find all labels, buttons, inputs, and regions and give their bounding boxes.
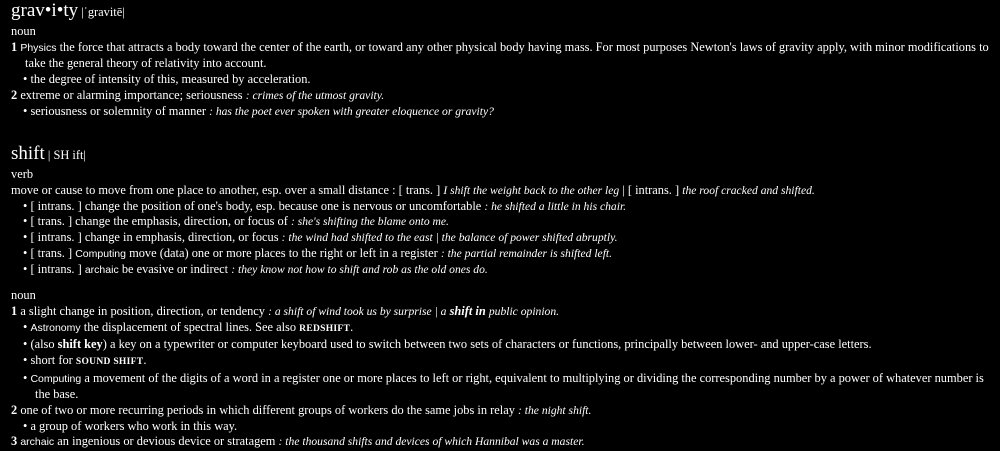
definition: move (data) one or more places to the right or left in a register [129,245,438,260]
verb-subsense [11,214,989,230]
verb-subsense [11,246,989,263]
bullet: • [23,262,28,277]
example: : she's shifting the blame onto me. [290,215,449,229]
sense-number: 1 [11,303,18,318]
subject-label: Computing [75,247,126,260]
bullet: • [23,245,28,260]
definition: ) a key on a typewriter or computer keyboard used to switch between two sets of characters or functions, principally between lower- and upper-case letters. [102,337,872,352]
bullet: • [23,418,28,433]
example: the roof cracked and shifted. [682,183,815,197]
grammar-label: | [ intrans. ] [622,182,680,197]
cross-reference[interactable]: REDSHIFT [299,323,351,334]
bullet: • [23,198,28,213]
definition: a slight change in position, direction, or tendency [20,303,265,318]
noun-sense-3 [11,434,989,451]
entry-shift [11,143,989,451]
subject-label: Computing [30,372,82,385]
example: : crimes of the utmost gravity. [245,88,385,102]
noun-subsense [11,371,989,403]
definition: be evasive or indirect [121,262,229,277]
sense-number: 3 [11,434,18,449]
definition: one of two or more recurring periods in which different groups of workers do the same jobs in relay [20,403,515,418]
definition: [ intrans. ] change in emphasis, direction, or focus [30,230,279,245]
bullet: • [23,103,28,118]
punctuation: . [350,319,354,334]
noun-subsense [11,419,989,435]
variant-form: shift key [57,337,103,352]
phrase: shift in [449,303,486,318]
definition: move or cause to move from one place to another, esp. over a small distance : [ trans. ] [11,182,441,197]
headword-line [11,0,989,23]
example: : the thousand shifts and devices of which Hannibal was a master. [278,435,585,449]
definition: [ trans. ] change the emphasis, direction, or focus of [30,214,288,229]
entry-separator [11,119,989,143]
grammar-label: [ trans. ] [30,245,73,260]
pronunciation: | SH ift| [47,148,86,163]
headword-line [11,143,989,166]
entry-gravity [11,0,989,119]
example: I shift the weight back to the other leg [443,183,620,197]
grammar-label: [ intrans. ] [30,262,82,277]
sense-1 [11,40,989,72]
example: : has the poet ever spoken with greater eloquence or gravity? [209,104,494,118]
definition: the displacement of spectral lines. See also [83,319,297,334]
subject-label: Astronomy [30,321,81,334]
bullet: • [23,214,28,229]
bullet: • [23,370,28,385]
example: : a shift of wind took us by surprise | a [268,304,447,318]
bullet: • [23,72,28,87]
definition: seriousness or solemnity of manner [30,103,206,118]
example: public opinion. [488,304,560,318]
subject-label: archaic [20,436,55,449]
bullet: • [23,230,28,245]
example: : the night shift. [518,404,592,418]
noun-sense-2 [11,403,989,419]
definition: [ intrans. ] change the position of one's body, esp. because one is nervous or uncomfortable [30,198,482,213]
definition: short for [30,352,73,367]
headword: grav•i•ty [11,0,79,21]
part-of-speech: noun [11,288,36,303]
sense-number: 2 [11,87,18,102]
example: : the wind had shifted to the east | the balance of power shifted abruptly. [281,231,618,245]
bullet: • [23,337,28,352]
part-of-speech: verb [11,167,34,182]
bullet: • [23,352,28,367]
noun-sense-1 [11,304,989,320]
verb-subsense [11,230,989,246]
subject-label: Physics [20,41,57,54]
sense-number: 2 [11,403,18,418]
definition: an ingenious or devious device or stratagem [57,434,276,449]
example: : the partial remainder is shifted left. [440,246,613,260]
variant-prefix: (also [30,337,55,352]
subsense [11,72,989,88]
subsense [11,104,989,120]
verb-definition [11,183,989,199]
definition: a movement of the digits of a word in a register one or more places to left or right, equivalent to multiplying or dividing the corresponding number by a power of whatever number is the base. [35,370,984,402]
cross-reference[interactable]: SOUND SHIFT [75,356,144,367]
pronunciation: |ˈgravitē| [81,5,125,19]
definition: the degree of intensity of this, measured by acceleration. [30,72,311,87]
definition: the force that attracts a body toward the center of the earth, or toward any other physical body having mass. For most purposes Newton's laws of gravity apply, with minor modifications to take the general theory of relativity into account. [25,39,989,71]
headword: shift [11,143,45,165]
pos-separator [11,279,989,287]
noun-subsense [11,337,989,353]
noun-subsense [11,320,989,338]
verb-subsense [11,262,989,279]
definition: a group of workers who work in this way. [30,418,238,433]
noun-subsense [11,353,989,371]
sense-2 [11,88,989,104]
definition: extreme or alarming importance; seriousness [20,87,243,102]
subject-label: archaic [84,264,119,277]
sense-number: 1 [11,39,18,54]
punctuation: . [143,352,147,367]
example: : they know not how to shift and rob as the old ones do. [231,263,488,277]
example: : he shifted a little in his chair. [484,199,627,213]
bullet: • [23,319,28,334]
verb-subsense [11,199,989,215]
part-of-speech: noun [11,24,36,38]
